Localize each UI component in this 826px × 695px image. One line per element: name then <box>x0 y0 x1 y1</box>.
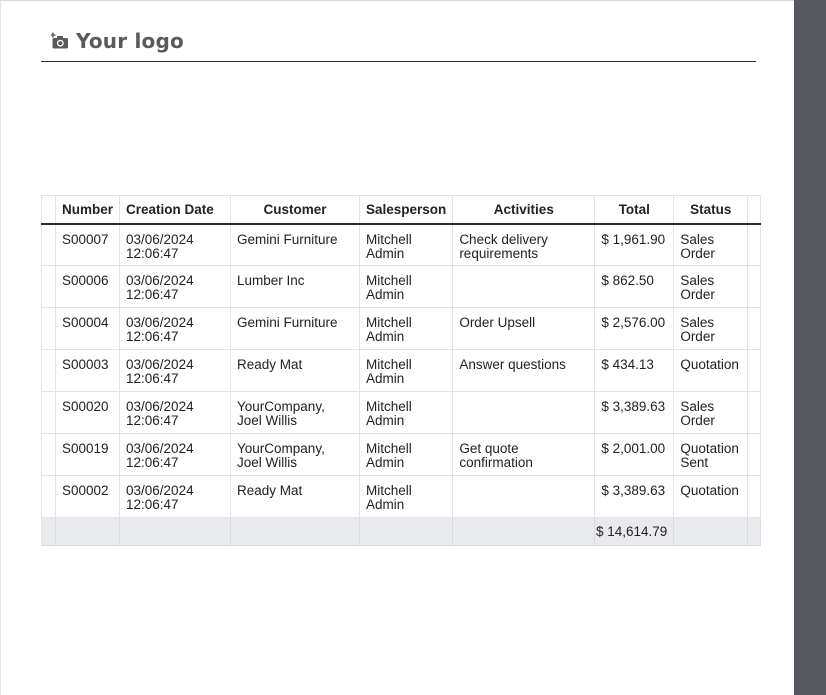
camera-plus-icon <box>51 32 70 50</box>
cell-total <box>595 266 674 308</box>
cell-creation-date-text: 03/06/2024 <box>126 273 194 288</box>
cell-salesperson <box>360 308 453 350</box>
cell-total-text: $ 1,961.90 <box>601 231 666 247</box>
cell-customer-text: Ready Mat <box>237 483 303 498</box>
cell-total <box>595 224 674 266</box>
cell-customer <box>231 308 360 350</box>
cell-creation-date-text: 12:06:47 <box>126 329 179 344</box>
cell-creation-date-text: 03/06/2024 <box>126 357 194 372</box>
cell-creation-date-text: 12:06:47 <box>126 245 179 261</box>
cell-salesperson <box>360 266 453 308</box>
cell-activities-text: Order Upsell <box>459 315 536 330</box>
cell-salesperson-text: Admin <box>366 497 405 512</box>
cell-status-text: Sent <box>680 455 709 470</box>
cell-status-text: Sales <box>680 273 715 288</box>
row-spacer <box>42 350 56 392</box>
cell-salesperson-text: Admin <box>366 245 405 261</box>
cell-status-text: Order <box>680 413 715 428</box>
cell-total-text: $ 862.50 <box>601 273 654 288</box>
table-header-row <box>42 196 761 224</box>
cell-creation-date-text: 03/06/2024 <box>126 483 194 498</box>
cell-salesperson <box>360 476 453 518</box>
cell-salesperson-text: Mitchell <box>366 441 412 456</box>
cell-number-text: S00007 <box>62 231 109 247</box>
cell-status-text: Sales <box>680 231 715 247</box>
cell-customer-text: Lumber Inc <box>237 273 305 288</box>
cell-number <box>56 224 120 266</box>
cell-activities <box>453 476 595 518</box>
company-logo <box>51 29 184 53</box>
cell-salesperson-text: Mitchell <box>366 399 412 414</box>
cell-activities <box>453 308 595 350</box>
cell-customer <box>231 224 360 266</box>
cell-status <box>674 350 748 392</box>
cell-salesperson <box>360 350 453 392</box>
cell-salesperson <box>360 434 453 476</box>
grand-total: $ 14,614.79 <box>595 518 674 546</box>
row-spacer <box>42 308 56 350</box>
cell-number-text: S00019 <box>62 441 109 456</box>
cell-activities <box>453 434 595 476</box>
table-body <box>42 224 761 518</box>
row-spacer <box>42 476 56 518</box>
cell-salesperson-text: Mitchell <box>366 231 412 247</box>
cell-activities <box>453 266 595 308</box>
footer-cell <box>748 518 761 546</box>
cell-activities-text: Get quote <box>459 441 519 456</box>
column-header-total[interactable]: Total <box>595 196 674 224</box>
cell-customer <box>231 392 360 434</box>
cell-total-text: $ 3,389.63 <box>601 483 666 498</box>
cell-activities-text: confirmation <box>459 455 533 470</box>
column-header-number[interactable]: Number <box>56 196 120 224</box>
cell-number <box>56 308 120 350</box>
table-row[interactable] <box>42 392 761 434</box>
row-spacer-end <box>748 392 761 434</box>
cell-status <box>674 224 748 266</box>
logo-text: Your logo <box>76 29 184 53</box>
cell-total <box>595 308 674 350</box>
cell-customer <box>231 266 360 308</box>
cell-number-text: S00004 <box>62 315 109 330</box>
footer-cell <box>674 518 748 546</box>
header-spacer <box>42 196 56 224</box>
cell-total <box>595 392 674 434</box>
cell-creation-date-text: 03/06/2024 <box>126 231 194 247</box>
cell-salesperson-text: Mitchell <box>366 315 412 330</box>
column-header-creation-date[interactable]: Creation Date <box>120 196 231 224</box>
cell-salesperson <box>360 392 453 434</box>
cell-salesperson-text: Mitchell <box>366 483 412 498</box>
cell-number <box>56 392 120 434</box>
cell-activities-text: requirements <box>459 245 539 261</box>
table-row[interactable] <box>42 308 761 350</box>
row-spacer-end <box>748 476 761 518</box>
cell-creation-date <box>120 434 231 476</box>
cell-number <box>56 350 120 392</box>
cell-customer-text: Ready Mat <box>237 357 303 372</box>
cell-creation-date-text: 03/06/2024 <box>126 399 194 414</box>
cell-creation-date-text: 12:06:47 <box>126 497 179 512</box>
cell-status-text: Order <box>680 287 715 302</box>
table-row[interactable] <box>42 224 761 266</box>
cell-status <box>674 266 748 308</box>
footer-cell <box>231 518 360 546</box>
cell-creation-date <box>120 476 231 518</box>
cell-number <box>56 266 120 308</box>
column-header-customer[interactable]: Customer <box>231 196 360 224</box>
cell-status-text: Quotation <box>680 441 739 456</box>
cell-number-text: S00020 <box>62 399 109 414</box>
cell-number <box>56 434 120 476</box>
cell-creation-date <box>120 308 231 350</box>
row-spacer <box>42 224 56 266</box>
cell-status <box>674 476 748 518</box>
cell-status-text: Sales <box>680 399 715 414</box>
cell-status-text: Quotation <box>680 357 739 372</box>
cell-total-text: $ 3,389.63 <box>601 399 666 414</box>
table-row[interactable] <box>42 476 761 518</box>
cell-total-text: $ 2,001.00 <box>601 441 666 456</box>
column-header-salesperson[interactable]: Salesperson <box>360 196 453 224</box>
row-spacer-end <box>748 434 761 476</box>
footer-cell <box>42 518 56 546</box>
row-spacer-end <box>748 266 761 308</box>
cell-activities <box>453 392 595 434</box>
cell-creation-date-text: 12:06:47 <box>126 371 179 386</box>
report-header <box>41 27 756 62</box>
cell-total <box>595 350 674 392</box>
cell-customer <box>231 476 360 518</box>
footer-cell <box>56 518 120 546</box>
row-spacer-end <box>748 350 761 392</box>
cell-customer-text: YourCompany, <box>237 441 325 456</box>
table-row[interactable] <box>42 350 761 392</box>
cell-salesperson-text: Admin <box>366 371 405 386</box>
cell-total-text: $ 2,576.00 <box>601 315 666 330</box>
cell-salesperson-text: Mitchell <box>366 273 412 288</box>
cell-customer <box>231 350 360 392</box>
row-spacer <box>42 434 56 476</box>
cell-total <box>595 434 674 476</box>
column-header-status[interactable]: Status <box>674 196 748 224</box>
cell-number-text: S00003 <box>62 357 109 372</box>
cell-salesperson-text: Admin <box>366 413 405 428</box>
row-spacer <box>42 392 56 434</box>
footer-cell <box>120 518 231 546</box>
cell-salesperson-text: Mitchell <box>366 357 412 372</box>
cell-customer-text: Gemini Furniture <box>237 231 338 247</box>
cell-salesperson-text: Admin <box>366 287 405 302</box>
cell-activities <box>453 224 595 266</box>
cell-total <box>595 476 674 518</box>
cell-customer <box>231 434 360 476</box>
cell-number-text: S00002 <box>62 483 109 498</box>
cell-customer-text: Gemini Furniture <box>237 315 338 330</box>
cell-status <box>674 434 748 476</box>
cell-number-text: S00006 <box>62 273 109 288</box>
cell-status <box>674 308 748 350</box>
footer-cell <box>360 518 453 546</box>
cell-creation-date-text: 12:06:47 <box>126 455 179 470</box>
column-header-activities[interactable]: Activities <box>453 196 595 224</box>
cell-status-text: Order <box>680 245 715 261</box>
cell-creation-date-text: 12:06:47 <box>126 287 179 302</box>
row-spacer <box>42 266 56 308</box>
cell-status-text: Sales <box>680 315 715 330</box>
cell-creation-date <box>120 266 231 308</box>
cell-status-text: Quotation <box>680 483 739 498</box>
table-row[interactable] <box>42 266 761 308</box>
row-spacer-end <box>748 224 761 266</box>
cell-customer-text: Joel Willis <box>237 455 298 470</box>
header-spacer-end <box>748 196 761 224</box>
cell-customer-text: YourCompany, <box>237 399 325 414</box>
cell-creation-date <box>120 224 231 266</box>
cell-number <box>56 476 120 518</box>
cell-creation-date <box>120 350 231 392</box>
cell-salesperson <box>360 224 453 266</box>
table-footer-row <box>42 518 761 546</box>
cell-salesperson-text: Admin <box>366 455 405 470</box>
sales-orders-table <box>41 195 761 546</box>
footer-cell <box>453 518 595 546</box>
row-spacer-end <box>748 308 761 350</box>
cell-customer-text: Joel Willis <box>237 413 298 428</box>
cell-creation-date-text: 03/06/2024 <box>126 315 194 330</box>
cell-activities <box>453 350 595 392</box>
cell-creation-date-text: 12:06:47 <box>126 413 179 428</box>
cell-creation-date-text: 03/06/2024 <box>126 441 194 456</box>
cell-activities-text: Answer questions <box>459 357 566 372</box>
cell-activities-text: Check delivery <box>459 231 548 247</box>
cell-total-text: $ 434.13 <box>601 357 654 372</box>
cell-status-text: Order <box>680 329 715 344</box>
cell-creation-date <box>120 392 231 434</box>
cell-salesperson-text: Admin <box>366 329 405 344</box>
cell-status <box>674 392 748 434</box>
table-row[interactable] <box>42 434 761 476</box>
viewer-background-gutter <box>794 0 826 695</box>
